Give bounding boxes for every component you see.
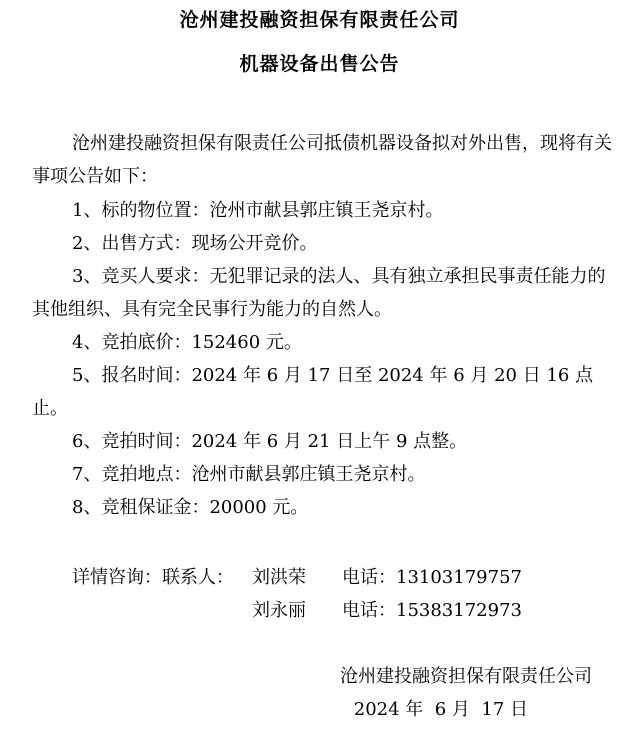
list-item-reserve-price: 4、竞拍底价：152460 元。 [72,332,302,353]
intro-paragraph [32,127,612,193]
signature-block [0,660,592,726]
contact-row [72,594,612,627]
phone-number: 13103179757 [396,567,522,588]
phone-label: 电话： [342,567,396,588]
list-item-registration-time: 5、报名时间：2024 年 6 月 17 日至 2024 年 6 月 20 日 16 点止。 [32,365,594,419]
contact-info [72,561,612,627]
contact-name: 刘洪荣 [252,567,306,588]
list-item-location: 1、标的物位置：沧州市献县郭庄镇王尧京村。 [72,200,444,221]
list-item-bidder-requirements: 3、竞买人要求：无犯罪记录的法人、具有独立承担民事责任能力的其他组织、具有完全民事行为能力的自然人。 [32,266,606,320]
signature-company: 沧州建投融资担保有限责任公司 [340,666,592,687]
phone-number: 15383172973 [396,600,522,621]
contact-name: 刘永丽 [252,600,306,621]
list-item-auction-location: 7、竞拍地点：沧州市献县郭庄镇王尧京村。 [72,464,426,485]
signature-date: 2024 年 6 月 17 日 [353,699,528,720]
item-list [32,194,612,524]
list-item-auction-time: 6、竞拍时间：2024 年 6 月 21 日上午 9 点整。 [72,431,468,452]
contact-row [72,561,612,594]
intro-text: 沧州建投融资担保有限责任公司抵债机器设备拟对外出售，现将有关事项公告如下： [32,133,612,187]
contact-label: 详情咨询：联系人： [72,567,234,588]
list-item-deposit: 8、竞租保证金：20000 元。 [72,497,309,518]
phone-label: 电话： [342,600,396,621]
company-title: 沧州建投融资担保有限责任公司 [179,9,460,31]
document-title: 机器设备出售公告 [239,53,400,75]
list-item-sale-method: 2、出售方式：现场公开竞价。 [72,233,318,254]
